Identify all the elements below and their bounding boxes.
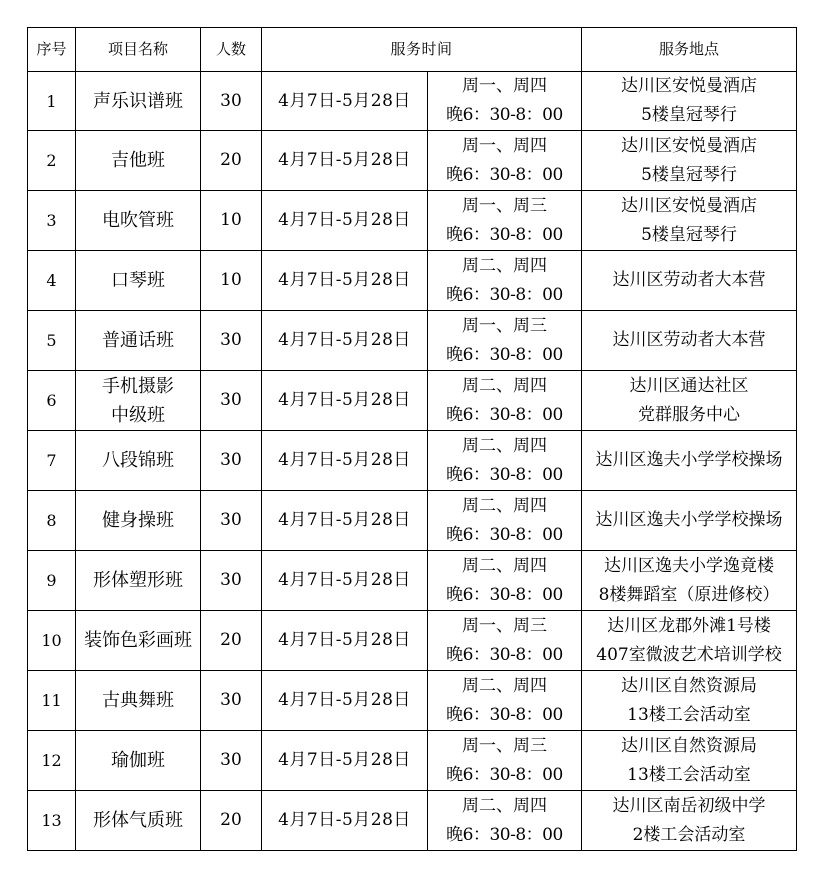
course-name-line: 装饰色彩画班 [84, 630, 192, 651]
weekly-time [428, 731, 582, 791]
weekly-time-line: 周二、周四 [462, 555, 547, 576]
course-name-line: 声乐识谱班 [93, 90, 183, 112]
participant-count: 10 [201, 251, 262, 311]
service-location-line: 达川区逸夫小学逸竟楼 [604, 555, 774, 576]
participant-count: 30 [201, 731, 262, 791]
course-name-line: 中级班 [111, 404, 165, 426]
course-name-line: 吉他班 [111, 150, 165, 171]
service-location-line: 2楼工会活动室 [632, 824, 746, 845]
weekly-time-line: 周二、周四 [462, 795, 547, 816]
course-name [76, 72, 201, 131]
course-name [76, 131, 201, 191]
weekly-time-line: 晚6：30-8：00 [446, 764, 563, 785]
weekly-time [428, 191, 582, 251]
service-location-line: 13楼工会活动室 [627, 704, 751, 725]
row-index: 12 [28, 731, 76, 791]
header-location: 服务地点 [582, 28, 797, 72]
course-name-line: 口琴班 [111, 270, 165, 291]
table-row [28, 491, 797, 551]
course-name-line: 普通话班 [102, 330, 174, 351]
weekly-time-line: 周一、周三 [462, 735, 547, 756]
weekly-time-line: 晚6：30-8：00 [446, 344, 563, 365]
weekly-time-line: 周二、周四 [462, 435, 547, 456]
service-location-line: 达川区安悦曼酒店 [621, 135, 757, 156]
row-index: 5 [28, 311, 76, 371]
service-location-line: 达川区自然资源局 [621, 735, 757, 756]
service-location [582, 791, 797, 851]
row-index: 13 [28, 791, 76, 851]
service-location-line: 8楼舞蹈室（原进修校） [598, 584, 780, 605]
table-row [28, 191, 797, 251]
row-index: 10 [28, 611, 76, 671]
course-name-line: 八段锦班 [102, 450, 174, 471]
date-range: 4月7日-5月28日 [262, 491, 428, 551]
service-location-line: 达川区劳动者大本营 [612, 330, 766, 350]
row-index: 2 [28, 131, 76, 191]
weekly-time-line: 周二、周四 [462, 375, 547, 396]
header-row [28, 28, 797, 72]
weekly-time-line: 周二、周四 [462, 495, 547, 516]
participant-count: 20 [201, 611, 262, 671]
row-index: 3 [28, 191, 76, 251]
participant-count: 10 [201, 191, 262, 251]
weekly-time [428, 251, 582, 311]
row-index: 9 [28, 551, 76, 611]
table-row [28, 72, 797, 131]
table-body [28, 72, 797, 851]
date-range: 4月7日-5月28日 [262, 671, 428, 731]
course-name [76, 791, 201, 851]
service-location [582, 431, 797, 491]
date-range: 4月7日-5月28日 [262, 371, 428, 431]
weekly-time [428, 72, 582, 131]
weekly-time-line: 周二、周四 [462, 675, 547, 696]
course-name [76, 311, 201, 371]
service-location [582, 551, 797, 611]
weekly-time-line: 周一、周四 [462, 76, 547, 96]
table-row [28, 311, 797, 371]
weekly-time-line: 晚6：30-8：00 [446, 284, 563, 305]
participant-count: 30 [201, 371, 262, 431]
service-location [582, 671, 797, 731]
date-range: 4月7日-5月28日 [262, 191, 428, 251]
weekly-time [428, 671, 582, 731]
course-name [76, 611, 201, 671]
date-range: 4月7日-5月28日 [262, 131, 428, 191]
participant-count: 30 [201, 551, 262, 611]
weekly-time-line: 周一、周四 [462, 135, 547, 156]
course-name [76, 671, 201, 731]
header-name: 项目名称 [76, 28, 201, 72]
weekly-time [428, 311, 582, 371]
participant-count: 30 [201, 671, 262, 731]
course-name-line: 电吹管班 [102, 210, 174, 231]
date-range: 4月7日-5月28日 [262, 551, 428, 611]
service-location-line: 407室微波艺术培训学校 [596, 644, 782, 665]
row-index: 11 [28, 671, 76, 731]
weekly-time [428, 131, 582, 191]
course-name-line: 形体塑形班 [93, 570, 183, 591]
weekly-time-line: 晚6：30-8：00 [446, 704, 563, 725]
date-range: 4月7日-5月28日 [262, 311, 428, 371]
course-schedule-table [27, 27, 797, 851]
service-location-line: 党群服务中心 [638, 404, 740, 425]
row-index: 6 [28, 371, 76, 431]
course-name [76, 731, 201, 791]
date-range: 4月7日-5月28日 [262, 791, 428, 851]
service-location-line: 达川区劳动者大本营 [612, 270, 766, 290]
service-location [582, 72, 797, 131]
service-location-line: 13楼工会活动室 [627, 764, 751, 785]
weekly-time [428, 791, 582, 851]
table-row [28, 431, 797, 491]
service-location [582, 311, 797, 371]
service-location-line: 5楼皇冠琴行 [641, 164, 737, 185]
table-row [28, 251, 797, 311]
table-row [28, 671, 797, 731]
service-location [582, 131, 797, 191]
row-index: 4 [28, 251, 76, 311]
table-row [28, 731, 797, 791]
service-location [582, 731, 797, 791]
weekly-time-line: 晚6：30-8：00 [446, 584, 563, 605]
course-name [76, 371, 201, 431]
row-index: 7 [28, 431, 76, 491]
participant-count: 30 [201, 311, 262, 371]
participant-count: 30 [201, 72, 262, 131]
weekly-time-line: 晚6：30-8：00 [446, 164, 563, 185]
participant-count: 20 [201, 791, 262, 851]
service-location-line: 达川区逸夫小学学校操场 [595, 450, 783, 470]
service-location [582, 251, 797, 311]
weekly-time-line: 晚6：30-8：00 [446, 404, 563, 425]
weekly-time-line: 晚6：30-8：00 [446, 224, 563, 245]
weekly-time [428, 491, 582, 551]
service-location [582, 371, 797, 431]
course-name-line: 古典舞班 [102, 690, 174, 711]
date-range: 4月7日-5月28日 [262, 731, 428, 791]
service-location-line: 达川区南岳初级中学 [612, 795, 766, 816]
course-name [76, 251, 201, 311]
course-name-line: 形体气质班 [93, 810, 183, 831]
course-name [76, 491, 201, 551]
course-name [76, 431, 201, 491]
row-index: 1 [28, 72, 76, 131]
service-location [582, 191, 797, 251]
weekly-time [428, 611, 582, 671]
weekly-time-line: 晚6：30-8：00 [446, 824, 563, 845]
table-row [28, 791, 797, 851]
course-name [76, 551, 201, 611]
participant-count: 30 [201, 491, 262, 551]
weekly-time [428, 551, 582, 611]
header-count: 人数 [201, 28, 262, 72]
weekly-time [428, 371, 582, 431]
header-index: 序号 [28, 28, 76, 72]
date-range: 4月7日-5月28日 [262, 431, 428, 491]
table-row [28, 611, 797, 671]
service-location-line: 达川区自然资源局 [621, 675, 757, 696]
weekly-time-line: 晚6：30-8：00 [446, 464, 563, 485]
course-name-line: 健身操班 [102, 510, 174, 531]
service-location [582, 491, 797, 551]
weekly-time-line: 周二、周四 [462, 255, 547, 276]
service-location-line: 达川区逸夫小学学校操场 [595, 510, 783, 530]
header-service-time: 服务时间 [262, 28, 582, 72]
service-location [582, 611, 797, 671]
table-row [28, 131, 797, 191]
weekly-time-line: 晚6：30-8：00 [446, 105, 563, 125]
course-name-line: 瑜伽班 [111, 750, 165, 771]
weekly-time [428, 431, 582, 491]
course-name-line: 手机摄影 [102, 375, 174, 397]
table-row [28, 551, 797, 611]
weekly-time-line: 周一、周三 [462, 195, 547, 216]
row-index: 8 [28, 491, 76, 551]
service-location-line: 达川区龙郡外滩1号楼 [607, 615, 771, 636]
service-location-line: 5楼皇冠琴行 [641, 105, 737, 125]
weekly-time-line: 周一、周三 [462, 315, 547, 336]
participant-count: 20 [201, 131, 262, 191]
weekly-time-line: 晚6：30-8：00 [446, 524, 563, 545]
date-range: 4月7日-5月28日 [262, 251, 428, 311]
table-row [28, 371, 797, 431]
service-location-line: 5楼皇冠琴行 [641, 224, 737, 245]
weekly-time-line: 晚6：30-8：00 [446, 644, 563, 665]
service-location-line: 达川区安悦曼酒店 [621, 76, 757, 96]
date-range: 4月7日-5月28日 [262, 72, 428, 131]
weekly-time-line: 周一、周三 [462, 615, 547, 636]
course-name [76, 191, 201, 251]
date-range: 4月7日-5月28日 [262, 611, 428, 671]
participant-count: 30 [201, 431, 262, 491]
service-location-line: 达川区安悦曼酒店 [621, 195, 757, 216]
service-location-line: 达川区通达社区 [629, 375, 749, 396]
